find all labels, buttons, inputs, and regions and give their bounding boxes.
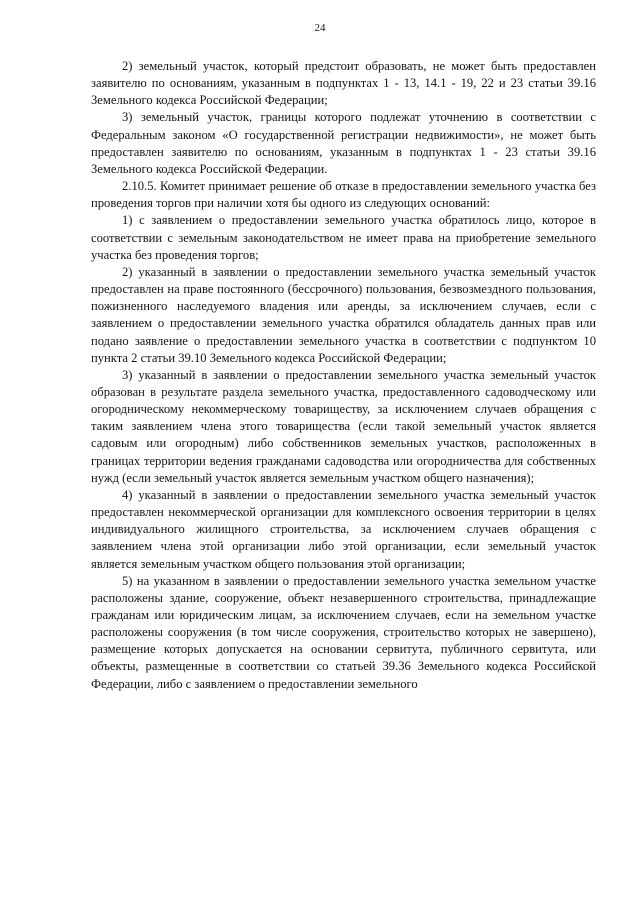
document-body	[91, 58, 596, 693]
paragraph-ground-1: 1) с заявлением о предоставлении земельного участка обратилось лицо, которое в соответствии с земельным законодательством не имеет права на приобретение земельного участка без проведения торгов;	[91, 213, 596, 262]
paragraph-ground-3: 3) указанный в заявлении о предоставлении земельного участка земельный участок образован в результате раздела земельного участка, предоставленного садоводческому или огородническому некоммерческому товариществу, за исключением случаев обращения с таким заявлением члена этого товарищества (если такой земельный участок является садовым или огородным) либо собственников земельных участков, расположенных в границах территории ведения гражданами садоводства или огородничества для собственных нужд (если земельный участок является земельным участком общего назначения);	[91, 367, 596, 485]
paragraph-clause-2-10-5: 2.10.5. Комитет принимает решение об отказе в предоставлении земельного участка без проведения торгов при наличии хотя бы одного из следующих оснований:	[91, 179, 596, 211]
paragraph-ground-5: 5) на указанном в заявлении о предоставлении земельного участка земельном участке расположены здание, сооружение, объект незавершенного строительства, принадлежащие гражданам или юридическим лицам, за исключением случаев, если на земельном участке расположены сооружения (в том числе сооружения, строительство которых не завершено), размещение которых допускается на основании сервитута, публичного сервитута, или объекты, размещенные в соответствии со статьей 39.36 Земельного кодекса Российской Федерации, либо с заявлением о предоставлении земельного	[91, 573, 596, 691]
paragraph-ground-4: 4) указанный в заявлении о предоставлении земельного участка земельный участок предоставлен некоммерческой организации для комплексного освоения территории в целях индивидуального жилищного строительства, за исключением случаев обращения с заявлением члена этой организации либо этой организации, если земельный участок является земельным участком общего пользования этой организации;	[91, 487, 596, 571]
paragraph-ground-2: 2) указанный в заявлении о предоставлении земельного участка земельный участок предоставлен на праве постоянного (бессрочного) пользования, безвозмездного пользования, пожизненного наследуемого владения или аренды, за исключением случаев, если с заявлением о предоставлении земельного участка обратился обладатель данных прав или подано заявление о предоставлении земельного участка в соответствии с подпунктом 10 пункта 2 статьи 39.10 Земельного кодекса Российской Федерации;	[91, 264, 596, 365]
page-number: 24	[314, 22, 326, 34]
paragraph-subitem-2-formed-plot: 2) земельный участок, который предстоит образовать, не может быть предоставлен заявителю по основаниям, указанным в подпунктах 1 - 13, 14.1 - 19, 22 и 23 статьи 39.16 Земельного кодекса Российской Федерации;	[91, 59, 596, 108]
paragraph-subitem-3-boundary-clarification: 3) земельный участок, границы которого подлежат уточнению в соответствии с Федеральным законом «О государственной регистрации недвижимости», не может быть предоставлен заявителю по основаниям, указанным в подпунктах 1 - 23 статьи 39.16 Земельного кодекса Российской Федерации.	[91, 110, 596, 176]
